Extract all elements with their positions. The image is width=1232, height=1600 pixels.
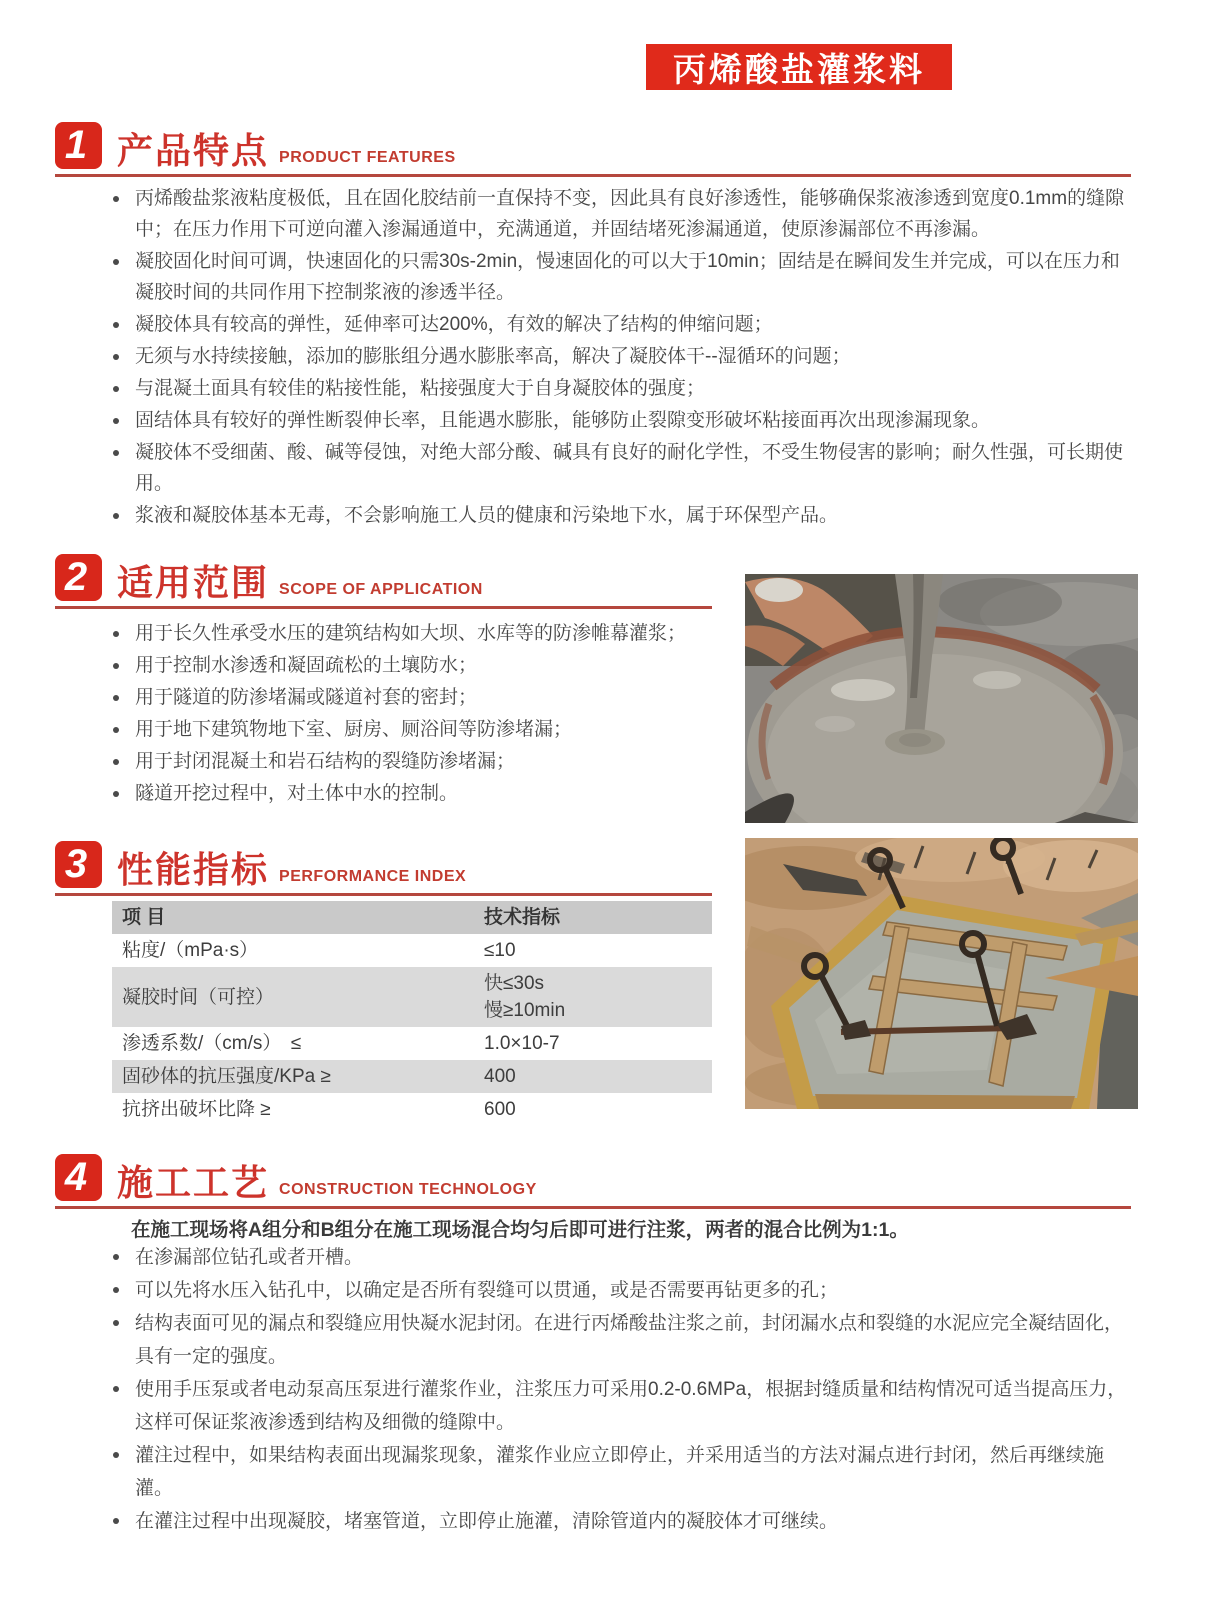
section-subtitle: PRODUCT FEATURES	[279, 149, 456, 167]
table-header-item: 项 目	[112, 901, 474, 934]
list-item: 结构表面可见的漏点和裂缝应用快凝水泥封闭。在进行丙烯酸盐注浆之前，封闭漏水点和裂缝的水泥应完全凝结固化，具有一定的强度。	[108, 1307, 1132, 1373]
section-subtitle: PERFORMANCE INDEX	[279, 868, 467, 886]
table-row	[112, 1060, 712, 1093]
list-item: 用于封闭混凝土和岩石结构的裂缝防渗堵漏；	[108, 746, 723, 778]
list-item: 隧道开挖过程中，对土体中水的控制。	[108, 778, 723, 810]
list-item: 与混凝土面具有较佳的粘接性能，粘接强度大于自身凝胶体的强度；	[108, 373, 1132, 404]
list-item: 使用手压泵或者电动泵高压泵进行灌浆作业，注浆压力可采用0.2-0.6MPa，根据封缝质量和结构情况可适当提高压力，这样可保证浆液渗透到结构及细微的缝隙中。	[108, 1373, 1132, 1439]
table-row	[112, 1027, 712, 1060]
table-cell-item: 凝胶时间（可控）	[112, 967, 474, 1027]
table-cell-value: 1.0×10-7	[484, 1033, 560, 1054]
section-subtitle: SCOPE OF APPLICATION	[279, 581, 483, 599]
section-number-badge: 2	[55, 554, 102, 601]
list-item: 在灌注过程中出现凝胶，堵塞管道，立即停止施灌，清除管道内的凝胶体才可继续。	[108, 1505, 1132, 1538]
list-item: 用于长久性承受水压的建筑结构如大坝、水库等的防渗帷幕灌浆；	[108, 618, 723, 650]
table-header-value: 技术指标	[474, 901, 712, 934]
performance-index-table	[112, 901, 712, 1126]
table-cell-item: 固砂体的抗压强度/KPa ≥	[112, 1060, 474, 1093]
section-header-performance-index	[55, 841, 712, 896]
table-cell-value	[474, 967, 712, 1027]
construction-steps-list	[108, 1241, 1132, 1538]
table-cell-item: 抗挤出破坏比降 ≥	[122, 1099, 271, 1120]
section-number-badge: 3	[55, 841, 102, 888]
product-features-list	[108, 183, 1132, 532]
table-row	[112, 967, 712, 1027]
section-subtitle: CONSTRUCTION TECHNOLOGY	[279, 1181, 537, 1199]
section-title: 产品特点	[117, 130, 270, 171]
slurry-mixing-photo-illustration	[745, 574, 1138, 823]
table-row	[112, 1093, 712, 1126]
table-cell-value: 600	[484, 1099, 516, 1120]
table-cell-item: 粘度/（mPa·s）	[122, 940, 259, 961]
section-header-scope-of-application	[55, 554, 712, 609]
section-title: 施工工艺	[117, 1162, 270, 1203]
formwork-grouting-photo	[745, 838, 1138, 1109]
list-item: 用于控制水渗透和凝固疏松的土壤防水；	[108, 650, 723, 682]
list-item: 用于隧道的防渗堵漏或隧道衬套的密封；	[108, 682, 723, 714]
table-row	[112, 934, 712, 967]
list-item: 丙烯酸盐浆液粘度极低，且在固化胶结前一直保持不变，因此具有良好渗透性，能够确保浆液渗透到宽度0.1mm的缝隙中；在压力作用下可逆向灌入渗漏通道中，充满通道，并固结堵死渗漏通道，使原渗漏部位不再渗漏。	[108, 183, 1132, 245]
list-item: 浆液和凝胶体基本无毒，不会影响施工人员的健康和污染地下水，属于环保型产品。	[108, 500, 1132, 531]
slurry-mixing-photo	[745, 574, 1138, 823]
table-header-row	[112, 901, 712, 934]
list-item: 无须与水持续接触，添加的膨胀组分遇水膨胀率高，解决了凝胶体干--湿循环的问题；	[108, 341, 1132, 372]
scope-of-application-list	[108, 618, 723, 810]
section-number-badge: 1	[55, 122, 102, 169]
product-title-banner	[646, 44, 952, 90]
section-title: 适用范围	[117, 562, 270, 603]
list-item: 可以先将水压入钻孔中，以确定是否所有裂缝可以贯通，或是否需要再钻更多的孔；	[108, 1274, 1132, 1307]
section-title: 性能指标	[117, 849, 270, 890]
section-header-construction-technology	[55, 1154, 1131, 1209]
list-item: 灌注过程中，如果结构表面出现漏浆现象，灌浆作业应立即停止，并采用适当的方法对漏点进行封闭，然后再继续施灌。	[108, 1439, 1132, 1505]
table-cell-value: 400	[474, 1060, 712, 1093]
section-number-badge: 4	[55, 1154, 102, 1201]
table-cell-value: ≤10	[484, 940, 516, 961]
list-item: 凝胶体具有较高的弹性，延伸率可达200%，有效的解决了结构的伸缩问题；	[108, 309, 1132, 340]
value-line: 慢≥10min	[484, 1000, 566, 1021]
value-line: 快≤30s	[484, 973, 545, 994]
section-header-product-features	[55, 122, 1131, 177]
list-item: 固结体具有较好的弹性断裂伸长率，且能遇水膨胀，能够防止裂隙变形破坏粘接面再次出现渗漏现象。	[108, 405, 1132, 436]
list-item: 凝胶体不受细菌、酸、碱等侵蚀，对绝大部分酸、碱具有良好的耐化学性，不受生物侵害的影响；耐久性强，可长期使用。	[108, 437, 1132, 499]
construction-intro: 在施工现场将A组分和B组分在施工现场混合均匀后即可进行注浆，两者的混合比例为1:1。	[131, 1219, 909, 1241]
formwork-grouting-photo-illustration	[745, 838, 1138, 1109]
list-item: 在渗漏部位钻孔或者开槽。	[108, 1241, 1132, 1274]
table-cell-item: 渗透系数/（cm/s） ≤	[122, 1033, 302, 1054]
list-item: 凝胶固化时间可调，快速固化的只需30s-2min，慢速固化的可以大于10min；固结是在瞬间发生并完成，可以在压力和凝胶时间的共同作用下控制浆液的渗透半径。	[108, 246, 1132, 308]
list-item: 用于地下建筑物地下室、厨房、厕浴间等防渗堵漏；	[108, 714, 723, 746]
product-title: 丙烯酸盐灌浆料	[673, 50, 925, 88]
